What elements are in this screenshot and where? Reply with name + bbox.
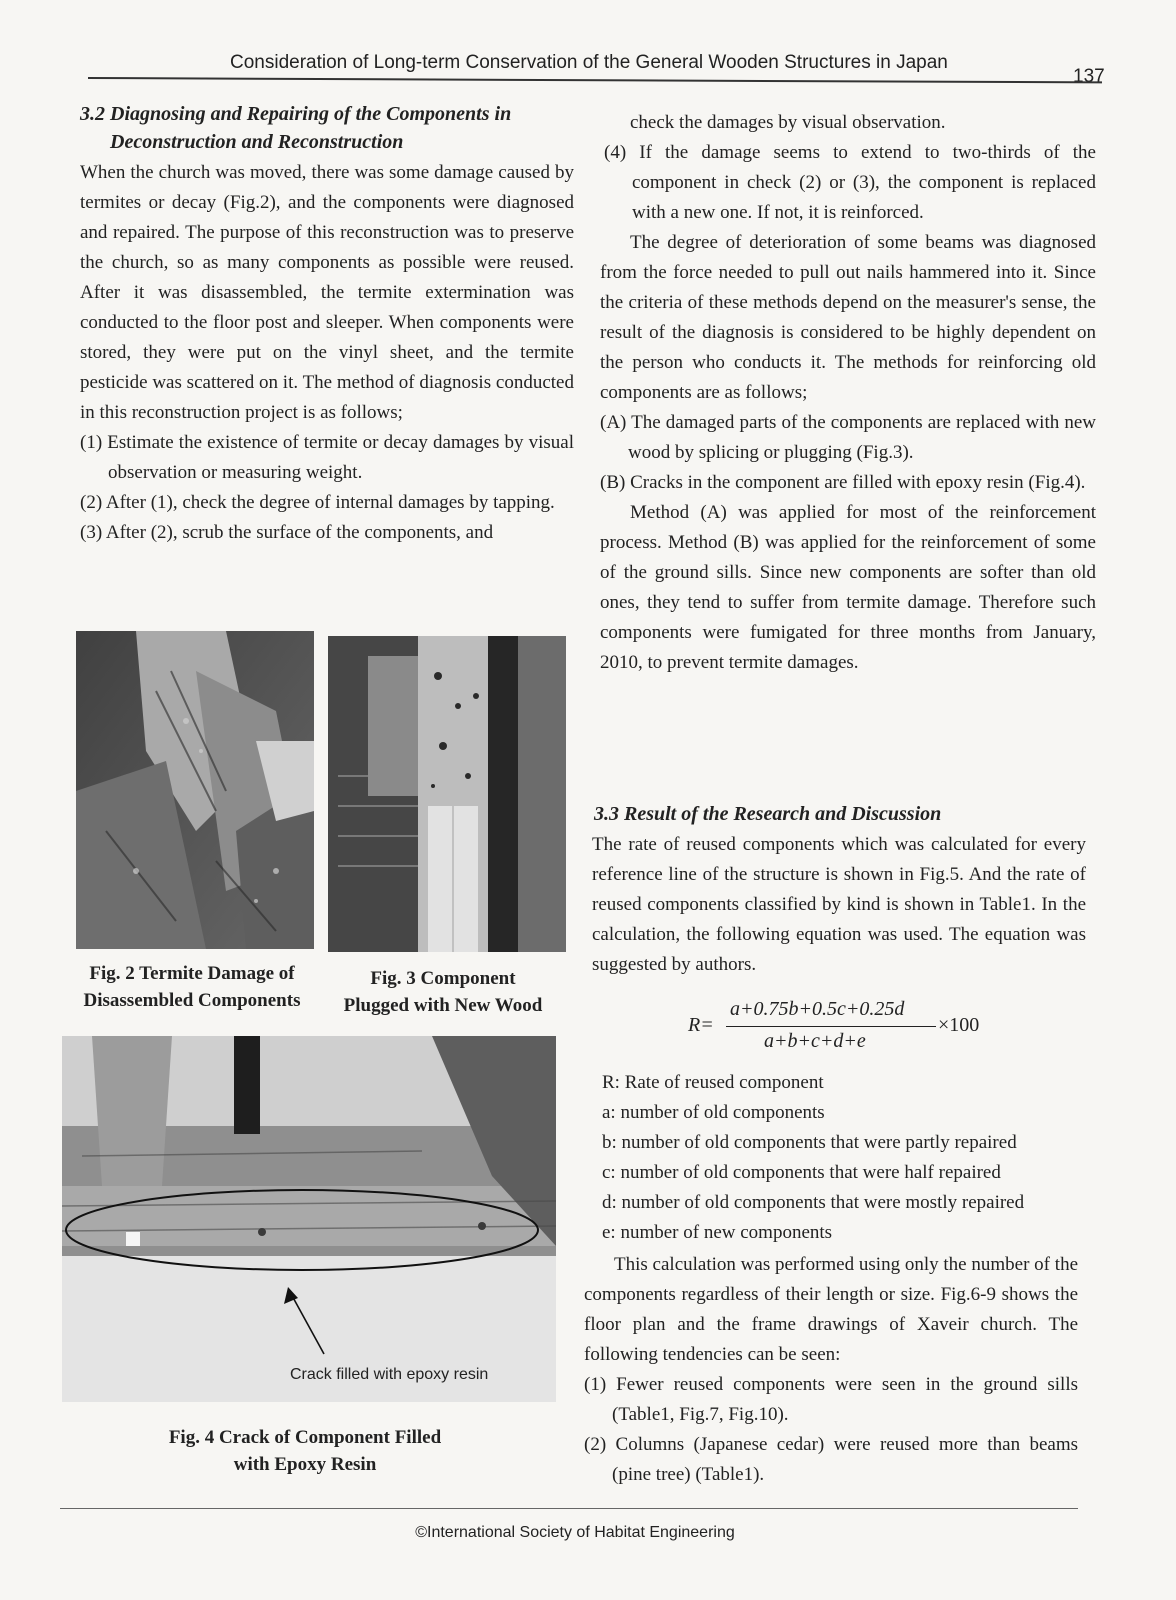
paragraph-calculation: This calculation was performed using only the number of the components regardless of their length or size. Fig.6-9 shows the floor plan and the frame drawings of Xaveir church. The following tendencies can be seen: (584, 1254, 1078, 1365)
fig3-caption-line2: Plugged with New Wood (343, 995, 543, 1016)
reuse-rate-equation (688, 998, 1008, 1058)
paragraph-reuse-rate (592, 830, 1086, 980)
variable-definitions (602, 1068, 1092, 1248)
page-number: 137 (1073, 66, 1105, 87)
running-title: Consideration of Long-term Conservation of the General Wooden Structures in Japan (230, 52, 948, 73)
fig2-caption-line1: Fig. 2 Termite Damage of (89, 963, 295, 984)
paragraph-relocation: When the church was moved, there was some damage caused by termites or decay (Fig.2), and the components were diagnosed and repaired. The purpose of this reconstruction was to preserve the church, so as many components as possible were reused. After it was disassembled, the termite extermination was conducted to the floor post and sleeper. When components were stored, they were put on the vinyl sheet, and the termite pesticide was scattered on it. The method of diagnosis conducted in this reconstruction project is as follows; (80, 162, 574, 423)
fig2-caption-line2: Disassembled Components (83, 990, 301, 1011)
equation-denominator: a+b+c+d+e (764, 1030, 866, 1052)
fig4-caption (120, 1424, 490, 1478)
step-3-continuation: check the damages by visual observation. (630, 112, 946, 133)
section-title-line2: Deconstruction and Reconstruction (110, 131, 404, 153)
paragraph-reuse-rate-text: The rate of reused components which was calculated for every reference line of the structure is shown in Fig.5. And the rate of reused components classified by kind is shown in Table1. In the calculation, the following equation was used. The equation was suggested by authors. (592, 834, 1086, 975)
footer-rule (60, 1508, 1078, 1509)
equation-multiplier: ×100 (938, 1014, 980, 1036)
fig4-caption-line2: with Epoxy Resin (233, 1454, 377, 1475)
header-rule (88, 77, 1102, 83)
equation-lhs: R= (688, 1014, 714, 1036)
paragraph-tendencies (584, 1250, 1078, 1490)
definition-d: d: number of old components that were mostly repaired (602, 1192, 1025, 1213)
fig4-annotation: Crack filled with epoxy resin (290, 1366, 489, 1383)
left-column (80, 100, 574, 548)
definition-e: e: number of new components (602, 1222, 833, 1243)
step-2: (2) After (1), check the degree of internal damages by tapping. (80, 492, 555, 513)
right-column (600, 108, 1096, 678)
step-4: (4) If the damage seems to extend to two-thirds of the component in check (2) or (3), the component is replaced with a new one. If not, it is reinforced. (604, 142, 1096, 223)
tendency-2: (2) Columns (Japanese cedar) were reused more than beams (pine tree) (Table1). (584, 1434, 1078, 1485)
paragraph-diagnosis: The degree of deterioration of some beams was diagnosed from the force needed to pull out nails hammered into it. Since the criteria of these methods depend on the measurer's sense, the result of the diagnosis is considered to be highly dependent on the person who conducts it. The methods for reinforcing old components are as follows; (600, 232, 1096, 403)
section-3-3-title: 3.3 Result of the Research and Discussion (594, 803, 942, 825)
step-1: (1) Estimate the existence of termite or decay damages by visual observation or measuring weight. (80, 432, 574, 483)
tendency-1: (1) Fewer reused components were seen in the ground sills (Table1, Fig.7, Fig.10). (584, 1374, 1078, 1425)
fig2-photo (76, 631, 314, 949)
method-b: (B) Cracks in the component are filled with epoxy resin (Fig.4). (600, 472, 1086, 493)
definition-a: a: number of old components (602, 1102, 825, 1123)
fraction-bar (726, 1026, 936, 1027)
equation-numerator: a+0.75b+0.5c+0.25d (730, 998, 905, 1020)
fig4-caption-line1: Fig. 4 Crack of Component Filled (168, 1427, 442, 1448)
fig3-caption-line1: Fig. 3 Component (370, 968, 516, 989)
fig2-caption (64, 960, 320, 1014)
definition-c: c: number of old components that were half repaired (602, 1162, 1001, 1183)
fig3-photo (328, 636, 566, 952)
fig4-photo (62, 1036, 556, 1402)
paragraph-reinforcement: Method (A) was applied for most of the reinforcement process. Method (B) was applied for the reinforcement of some of the ground sills. Since new components are softer than old ones, they tend to suffer from termite damage. Therefore such components were fumigated for three months from January, 2010, to prevent termite damages. (600, 502, 1096, 673)
definition-r: R: Rate of reused component (602, 1072, 824, 1093)
method-a: (A) The damaged parts of the components are replaced with new wood by splicing or plugging (Fig.3). (600, 412, 1096, 463)
fig3-caption (326, 965, 560, 1019)
section-title-line1: 3.2 Diagnosing and Repairing of the Components in (80, 103, 512, 125)
section-3-2-title (80, 100, 574, 156)
copyright-footer: ©International Society of Habitat Engineering (415, 1524, 735, 1541)
step-3: (3) After (2), scrub the surface of the components, and (80, 522, 494, 543)
definition-b: b: number of old components that were partly repaired (602, 1132, 1017, 1153)
